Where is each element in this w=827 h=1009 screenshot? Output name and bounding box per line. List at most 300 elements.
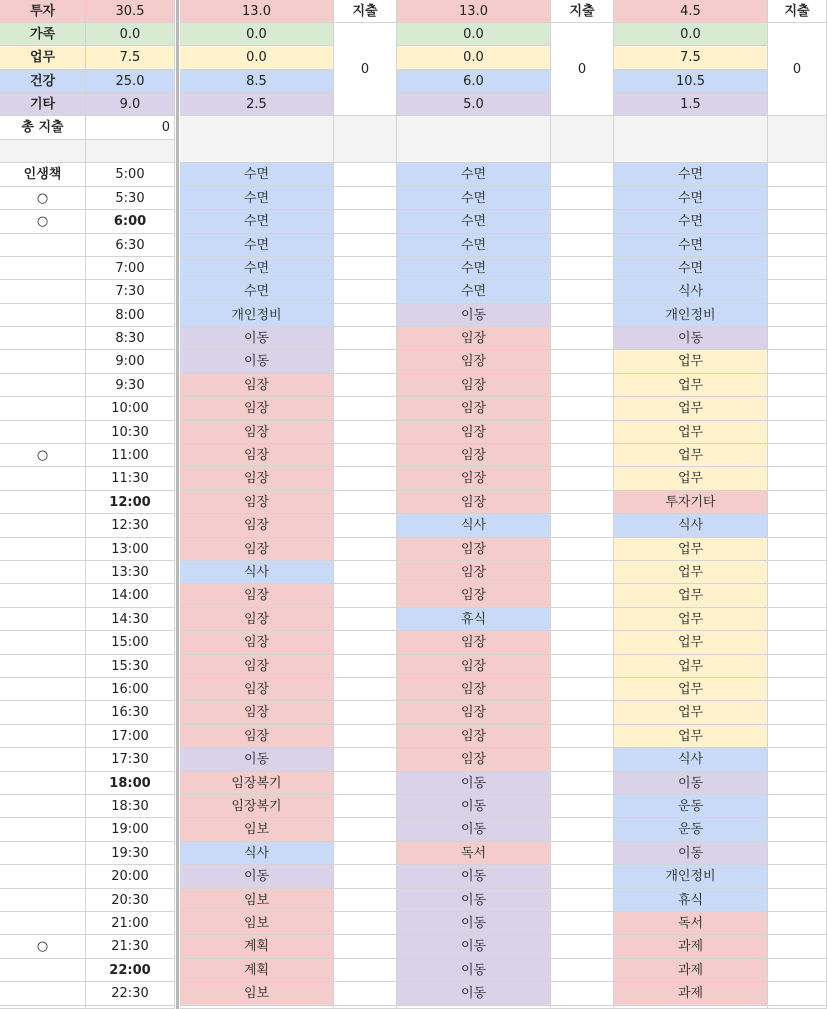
activity-cell[interactable]: 임장 [180,421,334,444]
activity-cell[interactable]: 이동 [397,304,551,327]
mark-cell[interactable] [0,350,86,374]
expense-cell[interactable] [334,725,397,748]
activity-cell[interactable]: 휴식 [614,889,768,912]
category-day-value[interactable]: 13.0 [397,0,551,23]
category-day-value[interactable]: 0.0 [614,23,768,46]
activity-cell[interactable]: 이동 [180,865,334,889]
expense-cell[interactable] [551,912,614,935]
expense-cell[interactable] [768,374,827,397]
expense-cell[interactable] [768,350,827,374]
activity-cell[interactable]: 계획 [180,959,334,982]
activity-cell[interactable]: 임장 [180,678,334,701]
expense-cell[interactable] [334,187,397,210]
activity-cell[interactable]: 임보 [180,889,334,912]
expense-cell[interactable] [334,350,397,374]
time-cell: 9:00 [86,350,175,374]
activity-cell[interactable]: 식사 [180,842,334,865]
mark-cell[interactable] [0,959,86,982]
expense-cell[interactable] [768,678,827,701]
category-total[interactable]: 0.0 [86,23,175,46]
expense-cell[interactable] [551,234,614,257]
mark-cell[interactable] [0,374,86,397]
expense-cell[interactable] [334,257,397,280]
time-cell: 20:00 [86,865,175,889]
expense-cell[interactable] [768,514,827,538]
expense-cell[interactable] [768,655,827,678]
activity-cell[interactable]: 수면 [397,187,551,210]
time-cell: 10:00 [86,397,175,421]
expense-cell[interactable] [551,631,614,655]
mark-cell[interactable] [0,234,86,257]
activity-cell[interactable]: 이동 [180,350,334,374]
category-day-value[interactable]: 7.5 [614,46,768,70]
mark-cell[interactable] [0,421,86,444]
total-expense-label: 총 지출 [0,116,86,140]
expense-cell[interactable] [551,725,614,748]
expense-cell[interactable] [551,889,614,912]
activity-cell[interactable]: 업무 [614,350,768,374]
activity-cell[interactable]: 수면 [397,257,551,280]
expense-cell[interactable] [768,701,827,725]
mark-cell[interactable]: ○ [0,935,86,959]
expense-cell[interactable] [768,631,827,655]
expense-cell[interactable] [334,163,397,187]
activity-cell[interactable]: 업무 [614,561,768,584]
activity-cell[interactable]: 과제 [614,982,768,1006]
expense-cell[interactable] [334,234,397,257]
expense-cell[interactable] [334,397,397,421]
mark-cell[interactable] [0,865,86,889]
activity-cell[interactable]: 업무 [614,397,768,421]
mark-cell[interactable] [0,538,86,561]
expense-cell[interactable] [551,959,614,982]
activity-cell[interactable]: 수면 [180,187,334,210]
expense-cell[interactable] [768,491,827,514]
expense-cell[interactable] [334,444,397,467]
category-day-value[interactable]: 8.5 [180,70,334,93]
activity-cell[interactable]: 이동 [397,772,551,795]
activity-cell[interactable]: 이동 [614,772,768,795]
mark-cell[interactable] [0,304,86,327]
activity-cell[interactable]: 업무 [614,538,768,561]
expense-cell[interactable] [334,889,397,912]
expense-cell[interactable] [768,912,827,935]
activity-cell[interactable]: 임장복기 [180,772,334,795]
category-day-value[interactable]: 5.0 [397,93,551,116]
expense-cell[interactable] [768,257,827,280]
time-cell: 6:00 [86,210,175,234]
expense-cell[interactable] [768,725,827,748]
activity-cell[interactable]: 업무 [614,584,768,608]
activity-cell[interactable]: 이동 [397,795,551,818]
expense-cell[interactable] [768,234,827,257]
expense-cell[interactable] [551,748,614,772]
expense-cell[interactable] [551,538,614,561]
expense-cell[interactable] [551,467,614,491]
expense-cell[interactable] [768,982,827,1006]
expense-cell[interactable] [551,327,614,350]
expense-cell[interactable] [334,631,397,655]
time-cell: 5:30 [86,187,175,210]
activity-cell[interactable]: 수면 [614,163,768,187]
activity-cell[interactable]: 업무 [614,701,768,725]
expense-cell[interactable] [768,935,827,959]
mark-cell[interactable] [0,818,86,842]
expense-header: 지출 [551,0,614,23]
activity-cell[interactable]: 이동 [397,818,551,842]
activity-cell[interactable]: 임장 [397,655,551,678]
category-label: 투자 [0,0,86,23]
expense-cell[interactable] [551,982,614,1006]
expense-cell[interactable] [768,889,827,912]
mark-cell[interactable] [0,608,86,631]
expense-cell[interactable] [334,842,397,865]
activity-cell[interactable]: 식사 [614,514,768,538]
time-cell: 15:00 [86,631,175,655]
activity-cell[interactable]: 임보 [180,912,334,935]
time-cell: 21:00 [86,912,175,935]
activity-cell[interactable]: 수면 [397,210,551,234]
expense-cell[interactable] [334,982,397,1006]
mark-cell[interactable] [0,467,86,491]
mark-cell[interactable] [0,561,86,584]
activity-cell[interactable]: 임장 [180,491,334,514]
activity-cell[interactable]: 계획 [180,935,334,959]
activity-cell[interactable]: 임장 [180,631,334,655]
activity-cell[interactable]: 개인정비 [614,304,768,327]
expense-cell[interactable] [334,374,397,397]
activity-cell[interactable]: 이동 [397,865,551,889]
category-total[interactable]: 25.0 [86,70,175,93]
activity-cell[interactable]: 임장 [397,584,551,608]
mark-cell[interactable] [0,772,86,795]
category-day-value[interactable]: 6.0 [397,70,551,93]
activity-cell[interactable]: 이동 [614,327,768,350]
category-day-value[interactable]: 0.0 [397,46,551,70]
category-day-value[interactable]: 13.0 [180,0,334,23]
expense-cell[interactable] [334,608,397,631]
time-cell: 22:30 [86,982,175,1006]
activity-cell[interactable]: 수면 [614,187,768,210]
mark-cell[interactable] [0,678,86,701]
activity-cell[interactable]: 독서 [614,912,768,935]
expense-cell[interactable] [334,538,397,561]
expense-cell[interactable] [551,444,614,467]
expense-cell[interactable] [551,304,614,327]
activity-cell[interactable]: 이동 [397,959,551,982]
expense-cell[interactable] [334,795,397,818]
expense-cell[interactable] [334,584,397,608]
time-cell: 11:00 [86,444,175,467]
time-cell: 6:30 [86,234,175,257]
activity-cell[interactable]: 식사 [180,561,334,584]
category-total[interactable]: 30.5 [86,0,175,23]
category-day-value[interactable]: 0.0 [397,23,551,46]
category-day-value[interactable]: 0.0 [180,46,334,70]
activity-cell[interactable]: 휴식 [397,608,551,631]
activity-cell[interactable]: 수면 [397,234,551,257]
activity-cell[interactable]: 이동 [614,842,768,865]
expense-cell[interactable] [551,561,614,584]
activity-cell[interactable]: 임장 [180,608,334,631]
activity-cell[interactable]: 임장 [397,701,551,725]
activity-cell[interactable]: 운동 [614,795,768,818]
expense-cell[interactable] [334,678,397,701]
activity-cell[interactable]: 업무 [614,374,768,397]
mark-cell[interactable] [0,491,86,514]
activity-cell[interactable]: 임장 [397,421,551,444]
mark-cell[interactable] [0,397,86,421]
activity-cell[interactable]: 임장 [397,561,551,584]
expense-cell[interactable] [551,421,614,444]
expense-cell[interactable] [768,772,827,795]
expense-cell[interactable] [551,374,614,397]
mark-cell[interactable] [0,701,86,725]
activity-cell[interactable]: 임장 [397,444,551,467]
activity-cell[interactable]: 수면 [614,234,768,257]
activity-cell[interactable]: 이동 [397,935,551,959]
expense-cell[interactable] [551,818,614,842]
mark-cell[interactable] [0,257,86,280]
expense-cell[interactable] [768,748,827,772]
expense-cell[interactable] [551,280,614,304]
expense-cell[interactable] [334,959,397,982]
activity-cell[interactable]: 이동 [180,327,334,350]
activity-cell[interactable]: 업무 [614,631,768,655]
activity-cell[interactable]: 이동 [397,889,551,912]
mark-cell[interactable] [0,912,86,935]
expense-cell[interactable] [334,655,397,678]
mark-cell[interactable] [0,795,86,818]
activity-cell[interactable]: 임장 [180,584,334,608]
expense-header: 지출 [768,0,827,23]
expense-cell[interactable] [334,772,397,795]
mark-cell[interactable] [0,631,86,655]
category-day-value[interactable]: 0.0 [180,23,334,46]
mark-cell[interactable] [0,889,86,912]
activity-cell[interactable]: 임장 [397,397,551,421]
activity-cell[interactable]: 업무 [614,467,768,491]
activity-cell[interactable]: 식사 [614,748,768,772]
activity-cell[interactable]: 투자기타 [614,491,768,514]
activity-cell[interactable]: 업무 [614,421,768,444]
expense-cell[interactable] [551,257,614,280]
time-cell: 17:00 [86,725,175,748]
activity-cell[interactable]: 임장 [397,631,551,655]
activity-cell[interactable]: 임장 [180,444,334,467]
mark-cell[interactable] [0,584,86,608]
activity-cell[interactable]: 수면 [180,257,334,280]
mark-cell[interactable]: ○ [0,444,86,467]
activity-cell[interactable]: 업무 [614,608,768,631]
expense-cell[interactable] [551,584,614,608]
expense-value[interactable]: 0 [768,23,827,116]
expense-cell[interactable] [334,912,397,935]
expense-cell[interactable] [334,701,397,725]
expense-cell[interactable] [334,304,397,327]
expense-cell[interactable] [768,959,827,982]
expense-cell[interactable] [768,304,827,327]
activity-cell[interactable]: 임장 [397,538,551,561]
expense-cell[interactable] [334,327,397,350]
activity-cell[interactable]: 수면 [180,234,334,257]
expense-cell[interactable] [334,865,397,889]
category-day-value[interactable]: 1.5 [614,93,768,116]
mark-cell[interactable] [0,280,86,304]
expense-cell[interactable] [551,772,614,795]
activity-cell[interactable]: 개인정비 [614,865,768,889]
expense-cell[interactable] [768,818,827,842]
time-cell: 19:30 [86,842,175,865]
time-cell: 16:00 [86,678,175,701]
expense-cell[interactable] [551,491,614,514]
expense-cell[interactable] [768,444,827,467]
activity-cell[interactable]: 임장 [397,467,551,491]
activity-cell[interactable]: 운동 [614,818,768,842]
activity-cell[interactable]: 임장 [180,374,334,397]
expense-cell[interactable] [551,842,614,865]
activity-cell[interactable]: 수면 [397,280,551,304]
expense-cell[interactable] [551,678,614,701]
time-cell: 5:00 [86,163,175,187]
activity-cell[interactable]: 임장 [397,350,551,374]
expense-cell[interactable] [334,210,397,234]
expense-cell[interactable] [768,210,827,234]
activity-cell[interactable]: 수면 [180,163,334,187]
mark-cell[interactable]: ○ [0,210,86,234]
expense-cell[interactable] [768,561,827,584]
expense-cell[interactable] [334,748,397,772]
expense-cell[interactable] [334,491,397,514]
category-total[interactable]: 7.5 [86,46,175,70]
expense-cell[interactable] [768,327,827,350]
expense-cell[interactable] [768,842,827,865]
time-cell: 12:00 [86,491,175,514]
mark-cell[interactable]: ○ [0,187,86,210]
expense-cell[interactable] [551,163,614,187]
expense-cell[interactable] [768,421,827,444]
category-total[interactable]: 9.0 [86,93,175,116]
activity-cell[interactable]: 임장 [180,538,334,561]
expense-cell[interactable] [551,210,614,234]
expense-value[interactable]: 0 [551,23,614,116]
mark-cell[interactable] [0,982,86,1006]
activity-cell[interactable]: 업무 [614,655,768,678]
expense-cell[interactable] [334,514,397,538]
expense-cell[interactable] [334,280,397,304]
activity-cell[interactable]: 수면 [614,210,768,234]
expense-cell[interactable] [551,187,614,210]
activity-cell[interactable]: 과제 [614,959,768,982]
expense-cell[interactable] [551,655,614,678]
expense-cell[interactable] [551,608,614,631]
expense-cell[interactable] [768,584,827,608]
category-day-value[interactable]: 2.5 [180,93,334,116]
expense-cell[interactable] [551,350,614,374]
activity-cell[interactable]: 임장 [180,701,334,725]
activity-cell[interactable]: 이동 [180,748,334,772]
expense-cell[interactable] [768,397,827,421]
activity-cell[interactable]: 식사 [614,280,768,304]
activity-cell[interactable]: 수면 [180,210,334,234]
category-day-value[interactable]: 4.5 [614,0,768,23]
time-cell: 17:30 [86,748,175,772]
activity-cell[interactable]: 이동 [397,982,551,1006]
activity-cell[interactable]: 임보 [180,982,334,1006]
expense-cell[interactable] [551,701,614,725]
blank-cell [334,116,397,163]
activity-cell[interactable]: 임장 [397,327,551,350]
time-cell: 12:30 [86,514,175,538]
expense-cell[interactable] [768,865,827,889]
activity-cell[interactable]: 수면 [614,257,768,280]
activity-cell[interactable]: 수면 [180,280,334,304]
activity-cell[interactable]: 업무 [614,678,768,701]
expense-cell[interactable] [768,163,827,187]
expense-cell[interactable] [551,935,614,959]
expense-cell[interactable] [551,397,614,421]
activity-cell[interactable]: 수면 [397,163,551,187]
activity-cell[interactable]: 독서 [397,842,551,865]
expense-value[interactable]: 0 [334,23,397,116]
expense-cell[interactable] [768,187,827,210]
activity-cell[interactable]: 업무 [614,444,768,467]
activity-cell[interactable]: 임보 [180,818,334,842]
total-expense-value[interactable]: 0 [86,116,175,140]
expense-cell[interactable] [334,561,397,584]
expense-cell[interactable] [334,467,397,491]
activity-cell[interactable]: 임장 [397,725,551,748]
expense-cell[interactable] [768,467,827,491]
mark-cell[interactable] [0,655,86,678]
activity-cell[interactable]: 업무 [614,725,768,748]
expense-cell[interactable] [334,818,397,842]
activity-cell[interactable]: 임장복기 [180,795,334,818]
activity-cell[interactable]: 식사 [397,514,551,538]
time-cell: 7:30 [86,280,175,304]
activity-cell[interactable]: 임장 [397,491,551,514]
activity-cell[interactable]: 과제 [614,935,768,959]
category-day-value[interactable]: 10.5 [614,70,768,93]
expense-cell[interactable] [334,935,397,959]
activity-cell[interactable]: 이동 [397,912,551,935]
time-cell: 15:30 [86,655,175,678]
activity-cell[interactable]: 임장 [180,397,334,421]
activity-cell[interactable]: 임장 [397,678,551,701]
activity-cell[interactable]: 임장 [180,514,334,538]
mark-cell[interactable] [0,725,86,748]
mark-cell[interactable] [0,748,86,772]
expense-cell[interactable] [768,795,827,818]
mark-cell[interactable] [0,327,86,350]
expense-cell[interactable] [334,421,397,444]
schedule-header-label[interactable]: 인생책 [0,163,86,187]
activity-cell[interactable]: 개인정비 [180,304,334,327]
activity-cell[interactable]: 임장 [180,655,334,678]
expense-cell[interactable] [768,280,827,304]
expense-cell[interactable] [768,538,827,561]
expense-cell[interactable] [551,795,614,818]
expense-cell[interactable] [551,865,614,889]
mark-cell[interactable] [0,514,86,538]
expense-cell[interactable] [551,514,614,538]
mark-cell[interactable] [0,842,86,865]
activity-cell[interactable]: 임장 [180,467,334,491]
activity-cell[interactable]: 임장 [397,748,551,772]
activity-cell[interactable]: 임장 [397,374,551,397]
expense-cell[interactable] [768,608,827,631]
activity-cell[interactable]: 임장 [180,725,334,748]
